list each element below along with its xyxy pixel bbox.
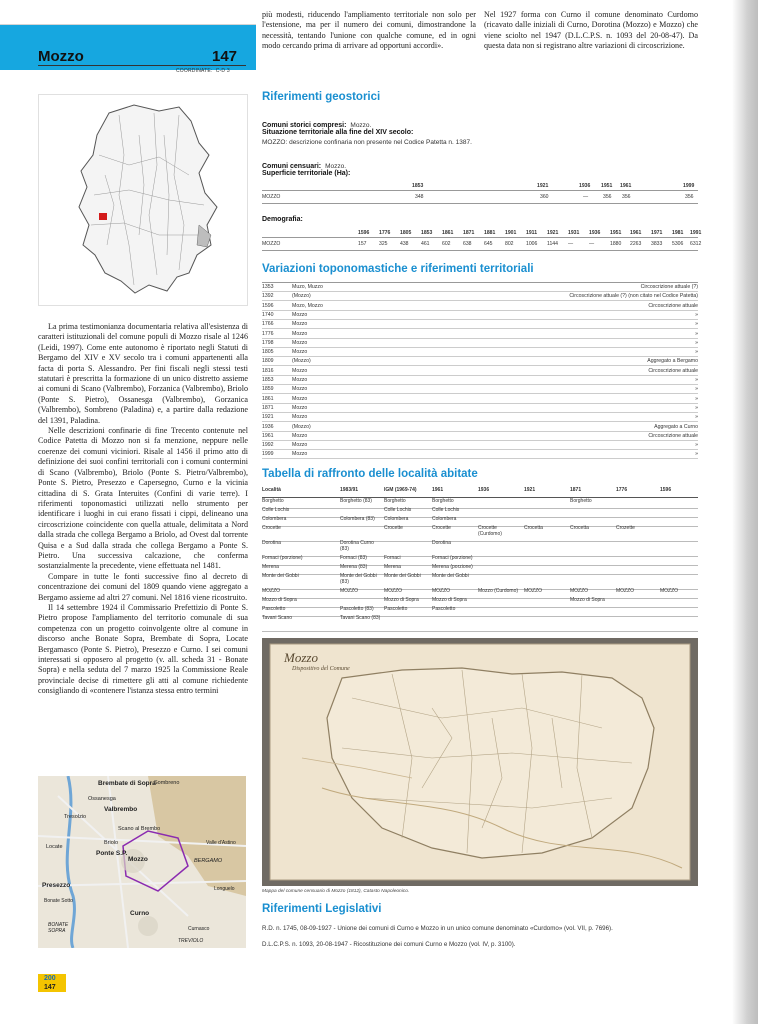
- variazioni-cell: 1392: [262, 293, 274, 300]
- variazioni-cell: Mozzo: [292, 311, 308, 318]
- variazioni-cell: Aggregato a Bergamo: [647, 358, 698, 365]
- demografia-value: 638: [463, 241, 472, 247]
- demografia-year: 1961: [630, 230, 642, 236]
- superficie-label: Superficie territoriale (Ha):: [262, 170, 351, 177]
- raffronto-column-header: 1936: [478, 487, 490, 493]
- local-topographic-map: [38, 776, 246, 948]
- variazioni-row: [262, 396, 698, 404]
- variazioni-row: [262, 312, 698, 320]
- demografia-value: 438: [400, 241, 409, 247]
- variazioni-cell: »: [695, 330, 698, 337]
- variazioni-cell: 1961: [262, 432, 274, 439]
- map-label: Sombreno: [154, 780, 180, 786]
- raffronto-cell: Pascoletto: [262, 606, 286, 612]
- variazioni-cell: 1766: [262, 321, 274, 328]
- raffronto-column-header: 1776: [616, 487, 628, 493]
- variazioni-cell: Mozzo: [292, 386, 308, 393]
- demografia-year: 1861: [442, 230, 454, 236]
- demografia-value: 1880: [610, 241, 622, 247]
- variazioni-cell: 1809: [262, 358, 274, 365]
- variazioni-cell: Circoscrizione attuale: [648, 302, 698, 309]
- demografia-value: —: [589, 241, 595, 247]
- superficie-row-name: MOZZO: [262, 194, 281, 200]
- map-label: TREVIOLO: [178, 938, 204, 944]
- raffronto-cell: Dorotina: [262, 540, 281, 546]
- raffronto-cell: Borghetto: [262, 498, 284, 504]
- raffronto-cell: Monte dei Gobbi: [262, 573, 299, 579]
- raffronto-header-row: [262, 488, 698, 498]
- superficie-value: 356: [603, 194, 612, 200]
- raffronto-cell: Crocette: [262, 525, 281, 531]
- demografia-year: 1911: [526, 230, 538, 236]
- map-label: Ossanesga: [88, 796, 116, 802]
- variazioni-cell: »: [695, 321, 698, 328]
- raffronto-cell: Mozzo di Sopra: [432, 597, 467, 603]
- demografia-year: 1871: [463, 230, 475, 236]
- variazioni-cell: 1740: [262, 311, 274, 318]
- raffronto-cell: Mozzo di Sopra: [570, 597, 605, 603]
- variazioni-cell: (Mozzo): [292, 293, 311, 300]
- raffronto-cell: Crozette: [616, 525, 635, 531]
- raffronto-cell: Borghetto: [384, 498, 406, 504]
- variazioni-row: [262, 340, 698, 348]
- demografia-year: 1596: [358, 230, 370, 236]
- raffronto-cell: MOZZO: [262, 588, 281, 594]
- raffronto-cell: Merena (porzione): [432, 564, 473, 570]
- photo-caption: Mappa del comune censuario di Mozzo (1812), Catasto Napoleonico.: [262, 889, 410, 894]
- superficie-year: 1921: [537, 183, 549, 189]
- raffronto-cell: Colombera: [432, 516, 457, 522]
- demografia-year: 1936: [589, 230, 601, 236]
- raffronto-row: [262, 541, 698, 557]
- historic-cadastral-map-photo: [262, 638, 698, 886]
- demografia-value: —: [568, 241, 574, 247]
- variazioni-cell: »: [695, 404, 698, 411]
- variazioni-cell: Mozzo: [292, 377, 308, 383]
- variazioni-cell: 1999: [262, 451, 274, 458]
- variazioni-cell: 1861: [262, 395, 274, 402]
- map-label: BONATE SOPRA: [48, 922, 69, 934]
- variazioni-cell: Mozzo: [292, 321, 308, 328]
- raffronto-cell: Fornaci (porzione): [262, 555, 303, 561]
- page-edge-shadow: [732, 0, 758, 1024]
- variazioni-cell: »: [695, 442, 698, 449]
- raffronto-cell: Colle Lochis: [262, 507, 290, 513]
- raffronto-column-header: Località: [262, 487, 281, 493]
- raffronto-row: [262, 616, 698, 632]
- variazioni-row: [262, 368, 698, 376]
- raffronto-cell: Crocette: [384, 525, 403, 531]
- raffronto-column-header: 1961: [432, 487, 444, 493]
- raffronto-cell: MOZZO: [660, 588, 679, 594]
- variazioni-cell: Mozo, Mozzo: [292, 302, 323, 309]
- demografia-table: [262, 229, 702, 251]
- variazioni-row: [262, 386, 698, 394]
- raffronto-cell: Merena: [262, 564, 279, 570]
- raffronto-cell: Colombera: [262, 516, 287, 522]
- raffronto-column-header: 1983/91: [340, 487, 359, 493]
- photo-map-title: Mozzo: [284, 650, 318, 665]
- province-locator-map: [38, 94, 248, 306]
- demografia-value: 325: [379, 241, 388, 247]
- raffronto-cell: Merena (83): [340, 564, 368, 570]
- variazioni-cell: Circoscrizione attuale: [648, 432, 698, 439]
- raffronto-cell: Pascoletto (83): [340, 606, 374, 612]
- variazioni-cell: »: [695, 386, 698, 393]
- comuni-censuari: Comuni censuari: Mozzo.: [262, 163, 347, 170]
- raffronto-cell: Colle Lochis: [384, 507, 412, 513]
- variazioni-cell: Mozzo: [292, 432, 308, 439]
- variazioni-cell: Mozzo: [292, 395, 308, 402]
- superficie-value: —: [583, 194, 589, 200]
- section-heading-variazioni: Variazioni toponomastiche e riferimenti territoriali: [262, 263, 534, 275]
- variazioni-top-rule: [262, 282, 698, 283]
- demografia-year: 1901: [505, 230, 517, 236]
- variazioni-cell: 1776: [262, 330, 274, 337]
- raffronto-cell: Mozzo di Sopra: [262, 597, 297, 603]
- variazioni-cell: Mozzo: [292, 367, 308, 374]
- raffronto-cell: Mozzo (Curdomo): [478, 588, 519, 594]
- map-label: Bonate Sotto: [44, 898, 73, 904]
- map-label: Locate: [46, 844, 63, 850]
- raffronto-cell: Tavani Scano: [262, 615, 293, 621]
- demografia-year: 1776: [379, 230, 391, 236]
- demografia-value: 157: [358, 241, 367, 247]
- variazioni-row: [262, 433, 698, 441]
- variazioni-cell: Circoscrizione attuale (?) (non citato nel Codice Patetta): [569, 293, 698, 300]
- map-label: Briolo: [104, 840, 119, 846]
- header-rule: [38, 65, 246, 66]
- demografia-year: 1881: [484, 230, 496, 236]
- demografia-value: 6312: [690, 241, 702, 247]
- variazioni-cell: 1805: [262, 349, 274, 356]
- raffronto-cell: Borghetto (83): [340, 498, 372, 504]
- demografia-value: 5306: [672, 241, 684, 247]
- demografia-year: 1971: [651, 230, 663, 236]
- superficie-year: 1961: [620, 183, 632, 189]
- raffronto-cell: MOZZO: [340, 588, 359, 594]
- raffronto-column-header: 1596: [660, 487, 672, 493]
- demografia-value: 645: [484, 241, 493, 247]
- demografia-year: 1853: [421, 230, 433, 236]
- raffronto-cell: Crocette (Curdomo): [478, 525, 502, 537]
- variazioni-cell: 1992: [262, 442, 274, 449]
- variazioni-row: [262, 442, 698, 450]
- variazioni-cell: Muzo, Muzzo: [292, 284, 323, 290]
- variazioni-row: [262, 358, 698, 366]
- variazioni-cell: 1921: [262, 414, 274, 421]
- raffronto-column-header: IGM (1969-74): [384, 487, 417, 493]
- map-label: BERGAMO: [194, 858, 223, 864]
- raffronto-cell: Fornaci: [384, 555, 401, 561]
- variazioni-cell: Mozzo: [292, 349, 308, 356]
- map-label: Valbrembo: [104, 806, 138, 813]
- raffronto-cell: MOZZO: [616, 588, 635, 594]
- variazioni-cell: Mozzo: [292, 414, 308, 421]
- superficie-value: 360: [540, 194, 549, 200]
- variazioni-row: [262, 414, 698, 422]
- page-title: Mozzo: [38, 48, 84, 65]
- demografia-value: 461: [421, 241, 430, 247]
- raffronto-cell: Monte dei Gobbi (83): [340, 573, 377, 585]
- raffronto-cell: Crocetta: [570, 525, 589, 531]
- variazioni-cell: Circoscrizione attuale: [648, 367, 698, 374]
- superficie-year: 1999: [683, 183, 695, 189]
- superficie-year: 1951: [601, 183, 613, 189]
- intro-text-col1: più modesti, riducendo l'ampliamento territoriale non solo per l'estensione, ma per il numero dei comuni, dimostrandone la necessità, tentando l'unione con qualche comune, ed in ogni modo cercando prima di arrivare ad opportuni accordi».: [262, 10, 476, 51]
- raffronto-column-header: 1921: [524, 487, 536, 493]
- demografia-row-name: MOZZO: [262, 241, 281, 247]
- raffronto-cell: Pascoletto: [432, 606, 456, 612]
- variazioni-cell: 1816: [262, 367, 274, 374]
- municipality-number: 147: [212, 48, 238, 65]
- situazione-label: Situazione territoriale alla fine del XIV secolo:: [262, 129, 414, 136]
- raffronto-cell: MOZZO: [384, 588, 403, 594]
- variazioni-cell: Mozzo: [292, 330, 308, 337]
- raffronto-cell: MOZZO: [524, 588, 543, 594]
- superficie-table: [262, 182, 698, 204]
- raffronto-cell: Monte dei Gobbi: [432, 573, 469, 579]
- demografia-value: 802: [505, 241, 514, 247]
- demografia-year: 1981: [672, 230, 684, 236]
- section-heading-geostorici: Riferimenti geostorici: [262, 91, 381, 103]
- raffronto-cell: MOZZO: [570, 588, 589, 594]
- raffronto-cell: Colombera: [384, 516, 409, 522]
- raffronto-cell: MOZZO: [432, 588, 451, 594]
- raffronto-cell: Fornaci (83): [340, 555, 367, 561]
- variazioni-row: [262, 451, 698, 459]
- variazioni-row: [262, 349, 698, 357]
- raffronto-cell: Borghetto: [432, 498, 454, 504]
- variazioni-cell: (Mozzo): [292, 423, 311, 430]
- raffronto-cell: Borghetto: [570, 498, 592, 504]
- history-paragraph: Nelle descrizioni confinarie di fine Trecento contenute nel Codice Patetta di Mozzo non si fa menzione, neppure nelle coerenze dei comuni viciniori. Risale al 1456 il primo atto di definizione dei suoi confini territoriali con i comuni contermini di Scano (Valbrembo), Briolo (Ponte S. Pietro/Valbrembo), Ponte S. Pietro, Presezzo e Capersegno, Curno e la vicinia cittadina di S. Grata Interuites (Confini di varie terre). I riferimenti toponomastici utilizzati nello strumento per identificare i luoghi in cui erano fissati i cippi, delineano una circoscrizione coincidente con quella attuale, delimitata a Nord dalla strada che collega Bergamo a Briolo, ad Ovest dal torrente Quisa e a Sud dalla strada che collega Bergamo a Ponte S. Pietro. Una successiva calcazione, che conferma sostanzialmente la precedente, viene effettuata nel 1481.: [38, 426, 248, 571]
- map-label: Presezzo: [42, 882, 71, 889]
- variazioni-cell: »: [695, 339, 698, 346]
- legislative-item: R.D. n. 1745, 08-09-1927 - Unione dei comuni di Curno e Mozzo in un unico comune denominato «Curdomo» (vol. VII, p. 7696).: [262, 925, 613, 932]
- coordinate-label: COORDINATE: C-D 3: [176, 68, 230, 74]
- variazioni-row: [262, 284, 698, 292]
- map-label: Brembate di Sopra: [98, 780, 156, 787]
- raffronto-cell: Colombera (83): [340, 516, 375, 522]
- variazioni-cell: 1871: [262, 404, 274, 411]
- map-label: Mozzo: [128, 856, 148, 863]
- variazioni-row: [262, 377, 698, 385]
- variazioni-cell: »: [695, 451, 698, 458]
- page-number-top: 200: [44, 975, 56, 982]
- variazioni-cell: »: [695, 395, 698, 402]
- history-text: [38, 322, 248, 697]
- superficie-year: 1853: [412, 183, 424, 189]
- raffronto-row: [262, 526, 698, 542]
- demografia-value: 1144: [547, 241, 558, 247]
- demografia-value: 1006: [526, 241, 538, 247]
- variazioni-cell: 1596: [262, 302, 274, 309]
- demografia-year: 1805: [400, 230, 412, 236]
- raffronto-cell: Fornaci (porzione): [432, 555, 473, 561]
- variazioni-row: [262, 424, 698, 432]
- raffronto-column-header: 1871: [570, 487, 582, 493]
- demografia-label: Demografia:: [262, 216, 303, 223]
- variazioni-cell: (Mozzo): [292, 358, 311, 365]
- variazioni-cell: »: [695, 377, 698, 383]
- raffronto-cell: Dorotina Curno (83): [340, 540, 374, 552]
- variazioni-row: [262, 331, 698, 339]
- raffronto-cell: Pascoletto: [384, 606, 408, 612]
- intro-text-col2: Nel 1927 forma con Curno il comune denominato Curdomo (ricavato dalle iniziali di Curno, Dorotina (Mozzo) e Mozzo) che viene sciolto nel 1947 (D.L.C.P.S. n. 1093 del 20-08-47). Da questa data non si registrano altre variazioni di circoscrizione.: [484, 10, 698, 51]
- variazioni-cell: 1936: [262, 423, 274, 430]
- variazioni-row: [262, 303, 698, 311]
- variazioni-cell: »: [695, 414, 698, 421]
- history-paragraph: Il 14 settembre 1924 il Commissario Prefettizio di Ponte S. Pietro propose l'ampliamento del territorio comunale di sua competenza con un progetto coinvolgente oltre al comune in discorso anche Bonate Sopra, Brembate di Sopra, Locate Bergamasco (Ponte S. Pietro), Presezzo e Curno. I sei comuni interessati si opposero al progetto (v. all. scheda 31 - Bonate Sopra) e nella seduta del 7 marzo 1925 la Commissione Reale provinciale decise di rimettere gli atti al comune richiedente consigliando di «contenere l'istanza stessa entro termini: [38, 602, 248, 696]
- demografia-value: 3833: [651, 241, 663, 247]
- variazioni-cell: 1798: [262, 339, 274, 346]
- variazioni-cell: Mozzo: [292, 442, 308, 449]
- raffronto-cell: Tavani Scano (83): [340, 615, 381, 621]
- variazioni-cell: Mozzo: [292, 451, 308, 458]
- demografia-value: 602: [442, 241, 451, 247]
- demografia-year: 1991: [690, 230, 702, 236]
- superficie-year: 1936: [579, 183, 591, 189]
- variazioni-cell: Mozzo: [292, 404, 308, 411]
- history-paragraph: La prima testimonianza documentaria relativa all'esistenza di caratteri istituzionali del comune populi di Mozzo risale al 1246 (Leidi, 1997). Come ente autonomo è riportato negli Statuti di Bergamo del XIV e XV secolo tra i comuni appartenenti alla facta di porta S. Alessandro. Per fini fiscali negli stessi testi statutari è prescritta la formazione di un unico distretto assieme ai comuni di Scano (Valbrembo), Forzanica (Valbrembo), Briolo (Ponte S. Pietro), Ossanesga (Valbrembo), Gorzanica (Valbrembo), Sombreno (Paladina) e, a partire dalla redazione del 1391, Paladina.: [38, 322, 248, 425]
- raffronto-cell: Crocetta: [524, 525, 543, 531]
- raffronto-cell: Dorotina: [432, 540, 451, 546]
- map-label: Valle d'Astino: [206, 840, 236, 846]
- raffronto-cell: Crocette: [432, 525, 451, 531]
- superficie-value: 348: [415, 194, 424, 200]
- demografia-year: 1931: [568, 230, 580, 236]
- legislative-item: D.L.C.P.S. n. 1093, 20-08-1947 - Ricostituzione dei comuni Curno e Mozzo (vol. IV, p. 3100).: [262, 941, 516, 948]
- variazioni-row: [262, 321, 698, 329]
- superficie-value: 356: [622, 194, 631, 200]
- demografia-year: 1951: [610, 230, 622, 236]
- superficie-value: 356: [685, 194, 694, 200]
- section-heading-legislativi: Riferimenti Legislativi: [262, 903, 382, 915]
- raffronto-cell: Mozzo di Sopra: [384, 597, 419, 603]
- raffronto-cell: Colle Lochis: [432, 507, 460, 513]
- history-paragraph: Compare in tutte le fonti successive fino al decreto di concentrazione dei comuni del 1809 quando viene aggregato a Bergamo assieme ad altri 27 comuni. Nel 1816 viene ricostruito.: [38, 571, 248, 602]
- variazioni-row: [262, 405, 698, 413]
- map-label: Curno: [130, 910, 150, 917]
- demografia-year: 1921: [547, 230, 559, 236]
- section-heading-tabella: Tabella di raffronto delle località abitate: [262, 468, 478, 480]
- variazioni-row: [262, 293, 698, 301]
- map-label: Longuelo: [214, 886, 235, 892]
- raffronto-cell: Monte dei Gobbi: [384, 573, 421, 579]
- page-number-bottom: 147: [44, 984, 56, 991]
- raffronto-cell: Merena: [384, 564, 401, 570]
- variazioni-cell: 1859: [262, 386, 274, 393]
- map-label: Scano al Brembo: [118, 826, 161, 832]
- variazioni-cell: Circoscrizione attuale (?): [640, 284, 698, 290]
- demografia-value: 2263: [630, 241, 642, 247]
- variazioni-cell: »: [695, 349, 698, 356]
- variazioni-cell: Aggregato a Curno: [654, 423, 698, 430]
- comuni-storici: Comuni storici compresi: Mozzo.: [262, 122, 372, 129]
- map-label: Tresolzio: [64, 814, 87, 820]
- variazioni-cell: 1853: [262, 377, 274, 383]
- situazione-value: MOZZO: descrizione confinaria non presente nel Codice Patetta n. 1387.: [262, 139, 472, 146]
- variazioni-cell: Mozzo: [292, 339, 308, 346]
- map-label: Ponte S.P.: [96, 850, 128, 857]
- photo-map-subtitle: Dispositivo del Comune: [292, 666, 350, 672]
- map-label: Curnasco: [188, 926, 210, 932]
- variazioni-cell: 1353: [262, 284, 274, 290]
- variazioni-cell: »: [695, 311, 698, 318]
